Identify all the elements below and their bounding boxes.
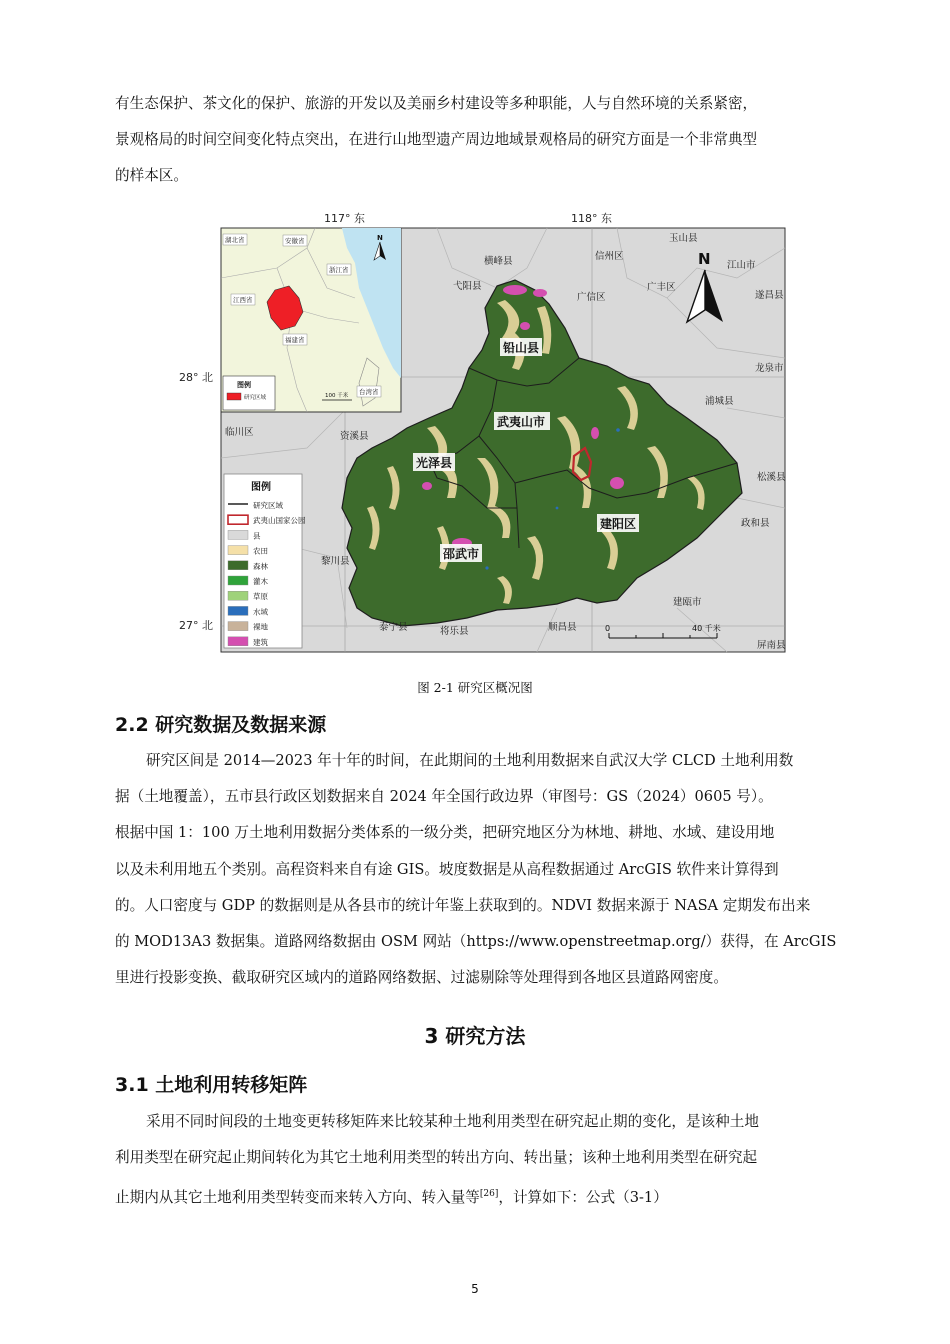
svg-text:福建省: 福建省 bbox=[285, 336, 305, 344]
lon-label: 118° 东 bbox=[571, 212, 612, 225]
legend-swatch bbox=[228, 561, 248, 570]
svg-text:浙江省: 浙江省 bbox=[329, 266, 349, 274]
county-label: 武夷山市 bbox=[497, 415, 546, 429]
text-line: 根据中国 1：100 万土地利用数据分类体系的一级分类，把研究地区分为林地、耕地、水域、建设用地 bbox=[115, 824, 775, 842]
svg-text:研究区域: 研究区域 bbox=[244, 395, 267, 401]
county-label: 建阳区 bbox=[600, 517, 637, 531]
page-number: 5 bbox=[471, 1282, 479, 1296]
text-line: 有生态保护、茶文化的保护、旅游的开发以及美丽乡村建设等多种职能，人与自然环境的关系紧密， bbox=[115, 95, 758, 112]
text-line: 的样本区。 bbox=[115, 167, 188, 185]
intro-paragraph bbox=[115, 86, 855, 195]
place-label: 顺昌县 bbox=[548, 622, 577, 633]
place-label: 江山市 bbox=[727, 260, 756, 271]
place-label: 浦城县 bbox=[705, 396, 734, 407]
text-line: 止期内从其它土地利用类型转变而来转入方向、转入量等[26]，计算如下：公式（3-1） bbox=[115, 1189, 668, 1207]
lat-label: 28° 北 bbox=[179, 371, 213, 384]
county-label: 光泽县 bbox=[416, 456, 453, 470]
text-line: 里进行投影变换、截取研究区域内的道路网络数据、过滤剔除等处理得到各地区县道路网密度。 bbox=[115, 969, 728, 987]
map-legend bbox=[224, 474, 306, 648]
place-label: 弋阳县 bbox=[453, 281, 482, 292]
place-label: 临川区 bbox=[225, 427, 254, 438]
place-label: 屏南县 bbox=[757, 640, 786, 651]
legend-label: 研究区域 bbox=[253, 501, 283, 510]
place-label: 龙泉市 bbox=[755, 363, 784, 374]
svg-text:N: N bbox=[377, 234, 383, 242]
legend-swatch bbox=[228, 622, 248, 631]
lon-label: 117° 东 bbox=[324, 212, 365, 225]
text-line: 利用类型在研究起止期间转化为其它土地利用类型的转出方向、转出量；该种土地利用类型在研究起 bbox=[115, 1149, 758, 1167]
svg-text:图例: 图例 bbox=[237, 381, 251, 389]
place-label: 资溪县 bbox=[340, 431, 369, 442]
svg-text:40 千米: 40 千米 bbox=[692, 624, 721, 633]
legend-label: 建筑 bbox=[253, 637, 268, 647]
text-line: 以及未利用地五个类别。高程资料来自有途 GIS。坡度数据是从高程数据通过 ArcGIS 软件来计算得到 bbox=[115, 860, 779, 878]
legend-swatch bbox=[228, 606, 248, 615]
chapter-heading: 3 研究方法 bbox=[424, 1024, 526, 1048]
county-label: 邵武市 bbox=[443, 547, 480, 561]
legend-label: 农田 bbox=[253, 546, 268, 556]
text-line: 景观格局的时间空间变化特点突出，在进行山地型遗产周边地域景观格局的研究方面是一个非常典型 bbox=[115, 131, 758, 149]
place-label: 玉山县 bbox=[669, 233, 698, 244]
section-3-1-paragraph bbox=[115, 1104, 855, 1216]
place-label: 政和县 bbox=[741, 518, 770, 529]
place-label: 遂昌县 bbox=[755, 290, 784, 301]
legend-label: 武夷山国家公园 bbox=[253, 516, 306, 526]
svg-text:100 千米: 100 千米 bbox=[325, 393, 349, 399]
svg-text:安徽省: 安徽省 bbox=[285, 237, 305, 245]
place-label: 广信区 bbox=[577, 292, 606, 303]
svg-text:N: N bbox=[698, 250, 711, 268]
svg-text:台湾省: 台湾省 bbox=[359, 388, 379, 396]
legend-label: 草原 bbox=[253, 592, 268, 602]
text-line: 采用不同时间段的土地变更转移矩阵来比较某种土地利用类型在研究起止期的变化，是该种土地 bbox=[146, 1113, 759, 1130]
legend-label: 灌木 bbox=[253, 577, 268, 586]
section-heading: 3.1 土地利用转移矩阵 bbox=[115, 1074, 308, 1096]
place-label: 建瓯市 bbox=[673, 597, 702, 608]
svg-text:江西省: 江西省 bbox=[233, 296, 253, 304]
place-label: 信州区 bbox=[595, 251, 624, 262]
legend-title: 图例 bbox=[251, 482, 271, 493]
legend-swatch bbox=[228, 546, 248, 555]
inset-map bbox=[221, 228, 401, 412]
svg-text:湖北省: 湖北省 bbox=[225, 236, 245, 244]
section-2-2-paragraph bbox=[115, 743, 855, 996]
place-label: 将乐县 bbox=[440, 626, 469, 637]
legend-swatch bbox=[228, 591, 248, 600]
citation: [26] bbox=[479, 1189, 499, 1200]
place-label: 松溪县 bbox=[757, 472, 786, 483]
legend-label: 裸地 bbox=[253, 622, 268, 632]
svg-text:0: 0 bbox=[605, 624, 611, 633]
legend-swatch bbox=[228, 637, 248, 646]
place-label: 黎川县 bbox=[321, 556, 350, 567]
text-line: 的。人口密度与 GDP 的数据则是从各县市的统计年鉴上获取到的。NDVI 数据来源于 NASA 定期发布出来 bbox=[115, 896, 811, 914]
legend-label: 水域 bbox=[253, 607, 268, 617]
legend-label: 森林 bbox=[253, 561, 268, 571]
text-line: 研究区间是 2014—2023 年十年的时间，在此期间的土地利用数据来自武汉大学 CLCD 土地利用数 bbox=[146, 752, 794, 769]
legend-label: 县 bbox=[253, 531, 261, 541]
legend-swatch bbox=[228, 530, 248, 539]
place-label: 横峰县 bbox=[484, 256, 513, 267]
section-heading: 2.2 研究数据及数据来源 bbox=[115, 714, 327, 736]
legend-swatch bbox=[228, 576, 248, 585]
county-label: 铅山县 bbox=[503, 341, 540, 355]
place-label: 泰宁县 bbox=[379, 622, 408, 633]
figure-caption: 图 2-1 研究区概况图 bbox=[417, 680, 533, 695]
text-line: 据（土地覆盖），五市县行政区划数据来自 2024 年全国行政边界（审图号：GS（2024）0605 号）。 bbox=[115, 788, 773, 806]
study-area-map bbox=[179, 208, 793, 658]
text-line: 的 MOD13A3 数据集。道路网络数据由 OSM 网站（https://www.openstreetmap.org/）获得，在 ArcGIS bbox=[115, 933, 837, 951]
lat-label: 27° 北 bbox=[179, 619, 213, 632]
place-label: 广丰区 bbox=[647, 282, 676, 293]
legend-swatch bbox=[228, 515, 248, 524]
